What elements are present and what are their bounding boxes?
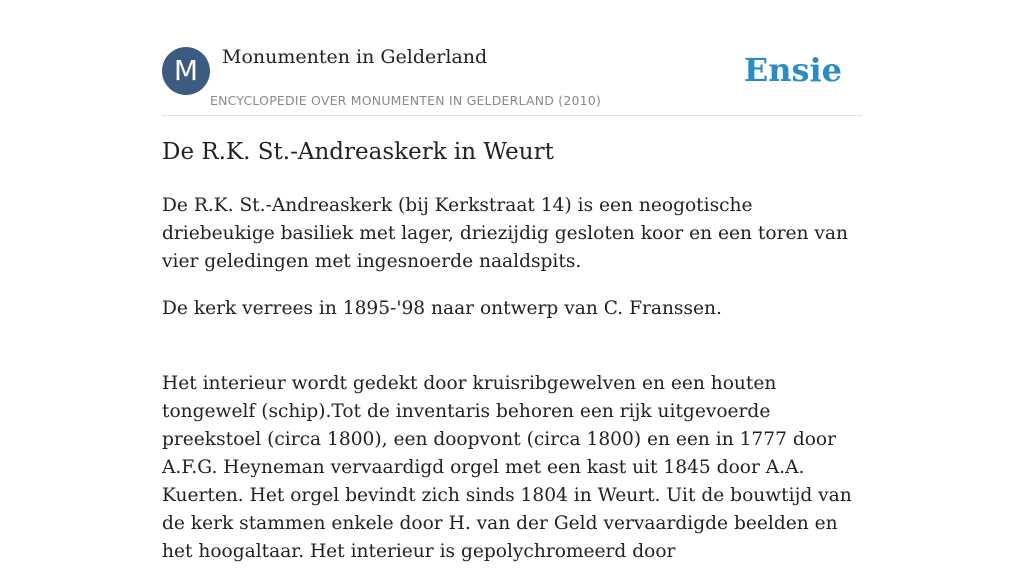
header-divider (162, 115, 862, 116)
source-title[interactable]: Monumenten in Gelderland (222, 46, 488, 68)
paragraph-2: De kerk verrees in 1895-'98 naar ontwerp van C. Franssen. (162, 298, 722, 319)
paragraph-3: Het interieur wordt gedekt door kruisribgewelven en een houten tongewelf (schip).Tot de inventaris behoren een rijk uitgevoerde preekstoel (circa 1800), een doopvont (circa 1800) en een in 1777 door A.F.G. Heyneman vervaardigd orgel met een kast uit 1845 door A.A. Kuerten. Het orgel bevindt zich sinds 1804 in Weurt. Uit de bouwtijd van de kerk stammen enkele door H. van der Geld vervaardigde beelden en het hoogaltaar. Het interieur is gepolychromeerd door (162, 373, 852, 562)
source-header (162, 46, 862, 116)
article-title: De R.K. St.-Andreaskerk in Weurt (162, 139, 554, 165)
source-subtitle[interactable]: ENCYCLOPEDIE OVER MONUMENTEN IN GELDERLAND (2010) (210, 93, 602, 108)
article-body (162, 192, 862, 585)
ensie-logo[interactable]: Ensie (743, 51, 842, 89)
avatar[interactable]: M (162, 47, 210, 95)
paragraph-spacer (162, 342, 862, 370)
paragraph-1: De R.K. St.-Andreaskerk (bij Kerkstraat 14) is een neogotische driebeukige basiliek met lager, driezijdig gesloten koor en een toren van vier geledingen met ingesnoerde naaldspits. (162, 195, 848, 272)
